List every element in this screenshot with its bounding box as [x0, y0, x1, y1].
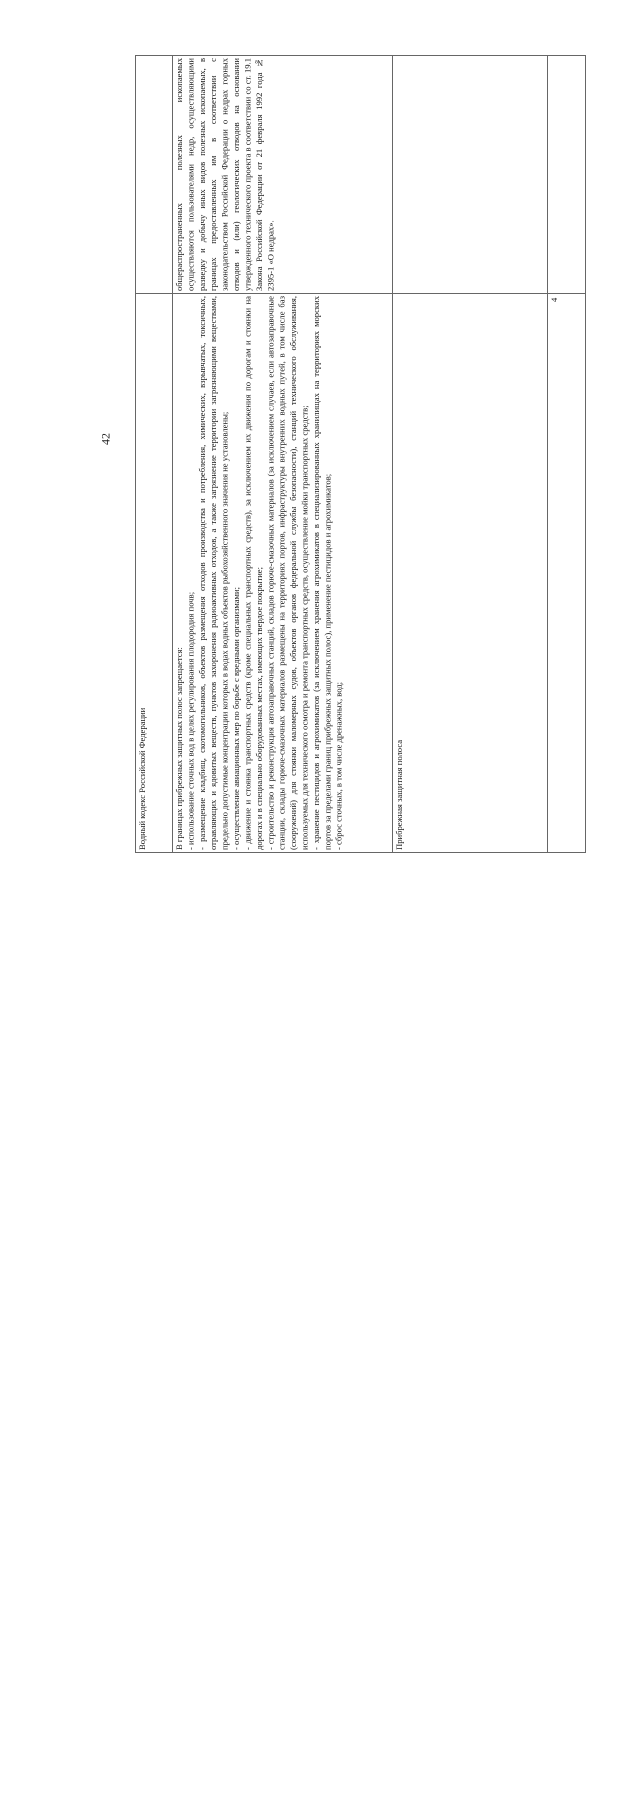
table-row-main [136, 294, 586, 853]
table-row-top [136, 56, 586, 294]
cell-top-num [548, 56, 586, 294]
cell-main-zone: Прибрежная защитная полоса [393, 294, 548, 853]
cell-main-law: Водный кодекс Российской Федерации [136, 294, 173, 853]
cell-top-text: общераспространенных полезных ископаемых осуществляются пользователями недр, осуществляющими разведку и добычу иных видов полезных ископаемых, в границах предоставленных им в соответствии с законодательством Российской Федерации о недрах горных отводов и (или) геологических отводов на основании утвержденного технического проекта в соответствии со ст. 19.1 Закона Российской Федерации от 21 февраля 1992 года № 2395-1 «О недрах». [173, 56, 393, 294]
cell-main-num: 4 [548, 294, 586, 853]
cell-main-text: В границах прибрежных защитных полос запрещается: - использование сточных вод в целях регулирования плодородия почв; - размещение кладбищ, скотомогильников, объектов размещения отходов производства и потребления, химических, взрывчатых, токсичных, отравляющих и ядовитых веществ, пунктов захоронения радиоактивных отходов, а также загрязнение территории загрязняющими веществами, предельно допустимые концентрации которых в водах водных объектов рыбохозяйственного значения не установлены; - осуществление авиационных мер по борьбе с вредными организмами; - движение и стоянка транспортных средств (кроме специальных транспортных средств), за исключением их движения по дорогам и стоянки на дорогах и в специально оборудованных местах, имеющих твердое покрытие; - строительство и реконструкция автозаправочных станций, складов горюче-смазочных материалов (за исключением случаев, если автозаправочные станции, склады горюче-смазочных материалов размещены на территориях портов, инфраструктуры внутренних водных путей, в том числе баз (сооружений) для стоянки маломерных судов, объектов органов федеральной службы безопасности), станций технического обслуживания, используемых для технического осмотра и ремонта транспортных средств, осуществление мойки транспортных средств; - хранение пестицидов и агрохимикатов (за исключением хранения агрохимикатов в специализированных хранилищах на территориях морских портов за пределами границ прибрежных защитных полос), применение пестицидов и агрохимикатов; - сброс сточных, в том числе дренажных, вод; [173, 294, 393, 853]
restrictions-table [135, 55, 586, 853]
cell-top-zone [393, 56, 548, 294]
cell-top-law [136, 56, 173, 294]
page-number: 42 [98, 433, 113, 445]
